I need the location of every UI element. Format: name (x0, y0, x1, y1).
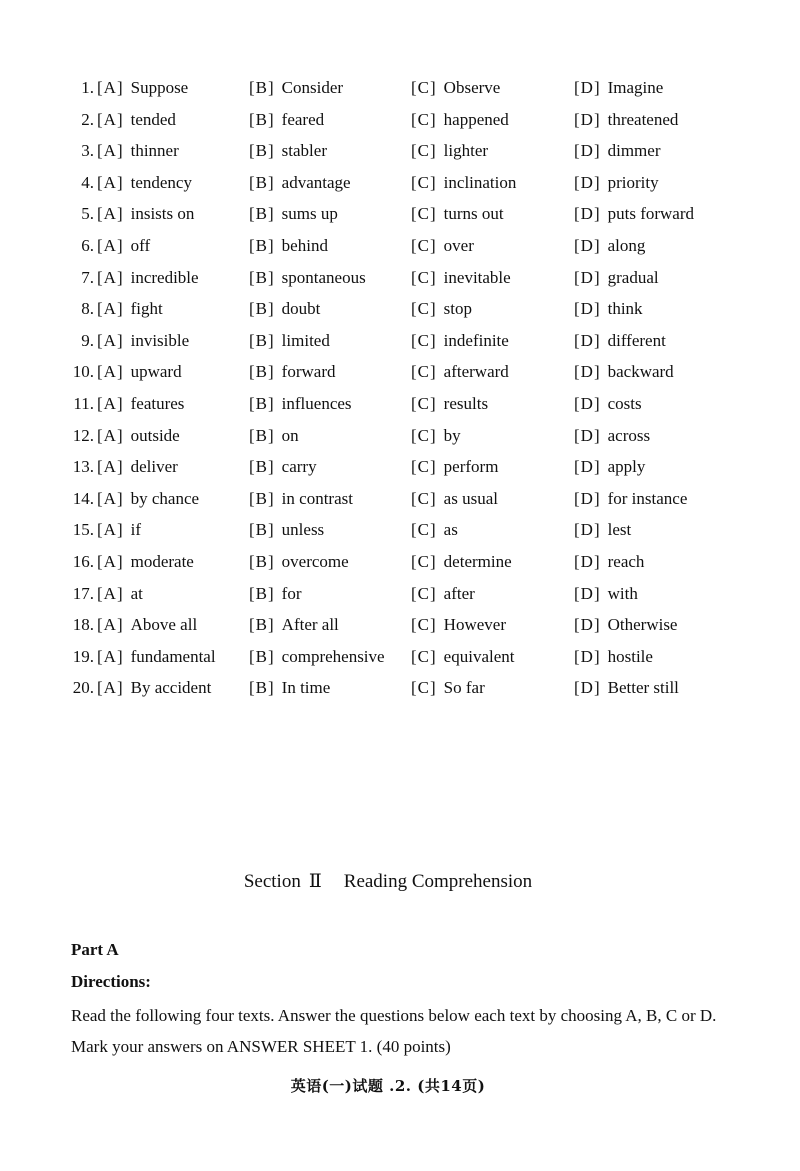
option-b (249, 104, 324, 136)
option-b (249, 167, 351, 199)
option-letter: [C] (411, 488, 437, 508)
option-letter: [D] (574, 330, 601, 350)
option-letter: [D] (574, 488, 601, 508)
question-number: 14. (72, 488, 94, 508)
option-d (574, 609, 677, 641)
option-text: upward (130, 362, 182, 382)
option-b (249, 293, 320, 325)
option-text: Otherwise (607, 615, 678, 635)
option-text: carry (281, 457, 317, 477)
option-text: outside (130, 425, 180, 445)
option-letter: [A] (97, 109, 124, 129)
question-row (0, 388, 800, 420)
option-text: for (281, 583, 302, 603)
option-letter: [C] (411, 425, 437, 445)
question-number: 18. (72, 615, 94, 635)
option-c (411, 325, 509, 357)
option-text: influences (281, 393, 352, 413)
option-letter: [C] (411, 235, 437, 255)
option-a (97, 135, 179, 167)
option-letter: [A] (97, 457, 124, 477)
option-a (97, 230, 150, 262)
option-letter: [B] (249, 393, 275, 413)
option-d (574, 198, 694, 230)
question-number: 20. (72, 678, 94, 698)
option-c (411, 546, 512, 578)
option-text: limited (281, 330, 330, 350)
option-text: By accident (130, 678, 212, 698)
option-letter: [B] (249, 204, 275, 224)
option-d (574, 325, 666, 357)
option-text: insists on (130, 204, 195, 224)
option-a (97, 420, 180, 452)
option-letter: [A] (97, 615, 124, 635)
option-letter: [D] (574, 646, 601, 666)
option-text: behind (281, 235, 328, 255)
option-letter: [C] (411, 141, 437, 161)
option-text: as (443, 520, 458, 540)
option-text: lest (607, 520, 632, 540)
option-b (249, 356, 335, 388)
option-d (574, 451, 645, 483)
option-a (97, 198, 194, 230)
directions-label: Directions: (71, 972, 151, 991)
option-letter: [B] (249, 583, 275, 603)
question-number: 12. (72, 425, 94, 445)
part-title: Part A (71, 940, 119, 959)
option-letter: [B] (249, 488, 275, 508)
option-d (574, 135, 661, 167)
option-text: deliver (130, 457, 178, 477)
option-c (411, 198, 504, 230)
option-text: gradual (607, 267, 659, 287)
option-letter: [B] (249, 615, 275, 635)
option-c (411, 72, 500, 104)
option-letter: [A] (97, 172, 124, 192)
option-text: spontaneous (281, 267, 366, 287)
question-number: 3. (81, 141, 94, 161)
option-letter: [D] (574, 172, 601, 192)
option-c (411, 672, 485, 704)
option-text: feared (281, 109, 325, 129)
option-d (574, 262, 659, 294)
option-text: inclination (443, 172, 517, 192)
section-label: Section (243, 871, 301, 892)
option-text: costs (607, 393, 642, 413)
option-text: dimmer (607, 141, 661, 161)
option-letter: [A] (97, 583, 124, 603)
option-text: afterward (443, 362, 509, 382)
option-letter: [C] (411, 457, 437, 477)
option-text: on (281, 425, 299, 445)
option-a (97, 167, 192, 199)
option-text: stabler (281, 141, 327, 161)
question-row (0, 135, 800, 167)
question-number: 6. (81, 235, 94, 255)
option-text: Better still (607, 678, 679, 698)
question-number: 17. (72, 583, 94, 603)
option-d (574, 578, 638, 610)
question-number: 9. (81, 330, 94, 350)
option-c (411, 293, 472, 325)
option-c (411, 356, 509, 388)
option-c (411, 641, 514, 673)
option-text: results (443, 393, 489, 413)
option-text: doubt (281, 299, 321, 319)
option-c (411, 230, 474, 262)
question-row (0, 72, 800, 104)
option-text: features (130, 393, 185, 413)
option-d (574, 72, 663, 104)
option-letter: [A] (97, 204, 124, 224)
option-letter: [D] (574, 583, 601, 603)
option-letter: [B] (249, 520, 275, 540)
option-letter: [D] (574, 425, 601, 445)
question-number: 7. (81, 267, 94, 287)
option-b (249, 609, 339, 641)
option-b (249, 135, 327, 167)
option-letter: [B] (249, 235, 275, 255)
option-text: reach (607, 551, 645, 571)
option-text: unless (281, 520, 325, 540)
question-number: 19. (72, 646, 94, 666)
option-b (249, 388, 352, 420)
option-letter: [D] (574, 520, 601, 540)
option-a (97, 483, 199, 515)
answer-options-list (0, 72, 800, 704)
option-a (97, 293, 163, 325)
option-letter: [D] (574, 267, 601, 287)
option-text: Consider (281, 78, 344, 97)
option-text: Imagine (607, 78, 664, 97)
question-number: 2. (81, 109, 94, 129)
option-a (97, 451, 178, 483)
option-d (574, 167, 659, 199)
option-text: by (443, 425, 461, 445)
option-a (97, 388, 184, 420)
question-number: 1. (81, 78, 94, 97)
option-text: after (443, 583, 475, 603)
option-letter: [C] (411, 583, 437, 603)
option-text: if (130, 520, 141, 540)
option-text: moderate (130, 551, 194, 571)
option-text: inevitable (443, 267, 511, 287)
option-text: perform (443, 457, 499, 477)
option-text: advantage (281, 172, 351, 192)
option-text: overcome (281, 551, 349, 571)
question-number: 5. (81, 204, 94, 224)
option-text: invisible (130, 330, 190, 350)
question-row (0, 483, 800, 515)
option-d (574, 514, 631, 546)
question-row (0, 546, 800, 578)
option-c (411, 514, 458, 546)
option-a (97, 104, 176, 136)
option-c (411, 135, 488, 167)
question-number: 10. (72, 362, 94, 382)
question-row (0, 641, 800, 673)
option-letter: [D] (574, 204, 601, 224)
option-text: for instance (607, 488, 688, 508)
question-row (0, 198, 800, 230)
option-d (574, 388, 642, 420)
option-letter: [A] (97, 425, 124, 445)
question-row (0, 420, 800, 452)
option-letter: [A] (97, 362, 124, 382)
question-number: 16. (72, 551, 94, 571)
option-letter: [D] (574, 615, 601, 635)
option-text: over (443, 235, 474, 255)
option-text: indefinite (443, 330, 509, 350)
option-text: determine (443, 551, 512, 571)
option-letter: [B] (249, 362, 275, 382)
option-letter: [C] (411, 362, 437, 382)
option-text: apply (607, 457, 646, 477)
option-a (97, 578, 143, 610)
option-d (574, 356, 674, 388)
option-text: tendency (130, 172, 192, 192)
option-letter: [A] (97, 235, 124, 255)
option-c (411, 104, 509, 136)
option-a (97, 672, 211, 704)
option-letter: [B] (249, 646, 275, 666)
option-letter: [D] (574, 457, 601, 477)
option-text: fight (130, 299, 163, 319)
option-letter: [B] (249, 330, 275, 350)
option-text: Suppose (130, 78, 189, 97)
option-text: priority (607, 172, 659, 192)
option-letter: [A] (97, 678, 124, 698)
option-text: incredible (130, 267, 199, 287)
option-letter: [B] (249, 267, 275, 287)
option-letter: [A] (97, 141, 124, 161)
option-letter: [D] (574, 393, 601, 413)
option-d (574, 230, 645, 262)
option-a (97, 546, 194, 578)
question-row (0, 262, 800, 294)
option-b (249, 262, 366, 294)
option-b (249, 198, 338, 230)
question-number: 13. (72, 457, 94, 477)
option-letter: [D] (574, 299, 601, 319)
option-text: fundamental (130, 646, 216, 666)
question-row (0, 578, 800, 610)
option-text: by chance (130, 488, 200, 508)
option-c (411, 483, 498, 515)
option-letter: [C] (411, 204, 437, 224)
option-b (249, 483, 353, 515)
option-b (249, 514, 324, 546)
option-a (97, 356, 182, 388)
option-text: threatened (607, 109, 679, 129)
option-letter: [C] (411, 678, 437, 698)
section-title: Reading Comprehension (343, 871, 533, 892)
option-b (249, 230, 328, 262)
option-letter: [C] (411, 172, 437, 192)
option-letter: [A] (97, 520, 124, 540)
option-text: So far (443, 678, 485, 698)
option-letter: [B] (249, 141, 275, 161)
option-letter: [C] (411, 267, 437, 287)
option-letter: [D] (574, 141, 601, 161)
option-b (249, 641, 385, 673)
option-letter: [B] (249, 551, 275, 571)
option-text: backward (607, 362, 674, 382)
option-b (249, 72, 343, 104)
option-text: comprehensive (281, 646, 385, 666)
option-b (249, 546, 349, 578)
option-c (411, 167, 516, 199)
option-text: sums up (281, 204, 338, 224)
option-a (97, 514, 141, 546)
option-letter: [C] (411, 78, 437, 97)
option-letter: [A] (97, 551, 124, 571)
page-footer: 英语(一)试题 .2. (共14页) (290, 1077, 486, 1095)
option-letter: [D] (574, 362, 601, 382)
option-c (411, 609, 506, 641)
option-text: along (607, 235, 646, 255)
option-letter: [B] (249, 678, 275, 698)
question-row (0, 356, 800, 388)
option-d (574, 641, 653, 673)
option-text: at (130, 583, 143, 603)
question-row (0, 325, 800, 357)
option-text: thinner (130, 141, 179, 161)
option-a (97, 641, 216, 673)
option-text: with (607, 583, 638, 603)
option-a (97, 72, 188, 104)
option-text: puts forward (607, 204, 695, 224)
option-a (97, 262, 199, 294)
option-letter: [A] (97, 488, 124, 508)
option-letter: [B] (249, 425, 275, 445)
option-d (574, 293, 643, 325)
option-d (574, 546, 644, 578)
option-letter: [D] (574, 78, 601, 97)
option-letter: [D] (574, 109, 601, 129)
option-b (249, 420, 299, 452)
option-text: off (130, 235, 151, 255)
option-letter: [B] (249, 457, 275, 477)
option-text: turns out (443, 204, 504, 224)
option-text: different (607, 330, 666, 350)
option-letter: [C] (411, 299, 437, 319)
option-text: tended (130, 109, 176, 129)
question-number: 11. (73, 393, 94, 413)
option-text: across (607, 425, 651, 445)
option-c (411, 420, 461, 452)
question-row (0, 167, 800, 199)
option-c (411, 451, 498, 483)
option-d (574, 420, 650, 452)
option-text: Observe (443, 78, 501, 97)
question-row (0, 104, 800, 136)
option-d (574, 483, 687, 515)
option-letter: [C] (411, 330, 437, 350)
option-text: In time (281, 678, 331, 698)
option-letter: [A] (97, 646, 124, 666)
option-text: lighter (443, 141, 489, 161)
option-c (411, 262, 511, 294)
option-b (249, 672, 330, 704)
question-row (0, 609, 800, 641)
option-a (97, 325, 189, 357)
option-d (574, 104, 678, 136)
option-letter: [C] (411, 615, 437, 635)
question-row (0, 230, 800, 262)
option-letter: [C] (411, 646, 437, 666)
option-text: After all (281, 615, 339, 635)
option-letter: [A] (97, 330, 124, 350)
option-text: equivalent (443, 646, 515, 666)
option-letter: [B] (249, 172, 275, 192)
option-letter: [D] (574, 551, 601, 571)
option-text: hostile (607, 646, 653, 666)
option-letter: [A] (97, 78, 124, 97)
option-letter: [D] (574, 235, 601, 255)
option-b (249, 451, 317, 483)
question-number: 8. (81, 299, 94, 319)
section-heading (0, 870, 776, 893)
option-text: think (607, 299, 643, 319)
option-letter: [D] (574, 678, 601, 698)
option-d (574, 672, 679, 704)
option-text: forward (281, 362, 336, 382)
option-text: in contrast (281, 488, 353, 508)
option-letter: [A] (97, 299, 124, 319)
option-letter: [A] (97, 393, 124, 413)
option-letter: [C] (411, 551, 437, 571)
question-row (0, 293, 800, 325)
option-b (249, 578, 302, 610)
option-text: Above all (130, 615, 198, 635)
question-row (0, 451, 800, 483)
question-row (0, 672, 800, 704)
directions-text: Read the following four texts. Answer the questions below each text by choosing A, B, C or D. Mark your answers on ANSWER SHEET 1. (40 points) (71, 1006, 717, 1056)
option-a (97, 609, 197, 641)
option-letter: [C] (411, 109, 437, 129)
question-number: 15. (72, 520, 94, 540)
section-numeral: Ⅱ (308, 871, 322, 892)
option-letter: [B] (249, 109, 275, 129)
option-letter: [A] (97, 267, 124, 287)
option-letter: [C] (411, 393, 437, 413)
question-row (0, 514, 800, 546)
option-text: However (443, 615, 506, 635)
option-c (411, 578, 475, 610)
option-letter: [B] (249, 299, 275, 319)
option-b (249, 325, 330, 357)
option-text: as usual (443, 488, 498, 508)
option-letter: [B] (249, 78, 275, 97)
option-letter: [C] (411, 520, 437, 540)
question-number: 4. (81, 172, 94, 192)
option-text: stop (443, 299, 473, 319)
option-c (411, 388, 488, 420)
option-text: happened (443, 109, 509, 129)
